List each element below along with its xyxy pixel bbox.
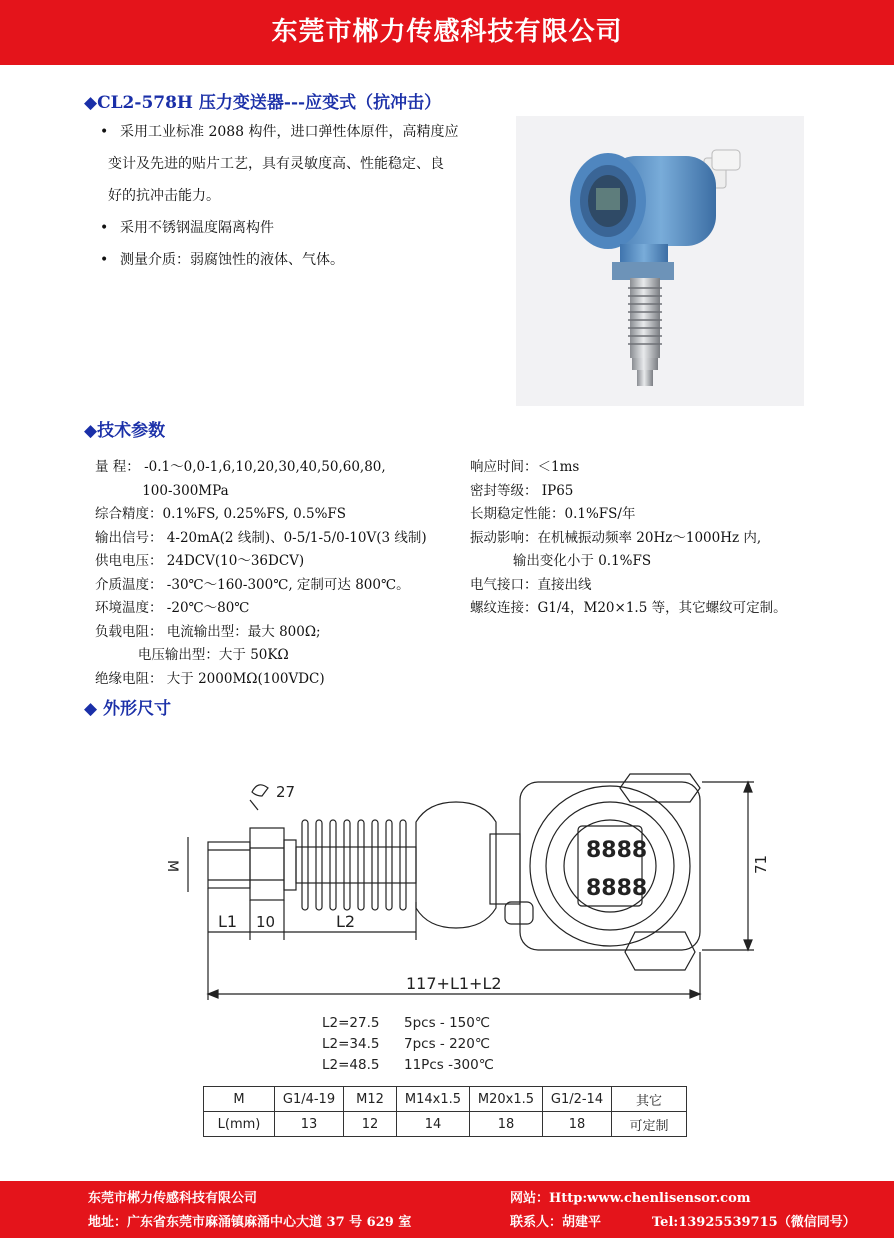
spec-load-cont: 电压输出型：大于 50KΩ [95,647,289,663]
feature-text: 变计及先进的贴片工艺，具有灵敏度高、性能稳定、良 [108,156,444,172]
spec-medium-temp: 介质温度： -30℃～160-300℃, 定制可达 800℃。 [95,576,410,593]
l2-notes [322,1013,494,1076]
bullet-dot: • [100,252,109,268]
footer-tel: Tel:13925539715（微信同号） [652,1215,856,1230]
footer-address: 地址：广东省东莞市麻涌镇麻涌中心大道 37 号 629 室 [88,1215,412,1230]
spec-load: 负载电阻： 电流输出型：最大 800Ω; [95,623,321,640]
l2-desc: 7pcs - 220℃ [404,1036,490,1052]
l2-desc: 5pcs - 150℃ [404,1015,490,1031]
feature-text: 采用工业标准 2088 构件，进口弹性体原件，高精度应 [120,124,459,140]
spec-sealing: 密封等级： IP65 [470,482,574,499]
specs-right [470,456,787,621]
contact-footer [0,1181,894,1238]
table-cell: 可定制 [612,1112,687,1137]
l2-desc: 11Pcs -300℃ [404,1057,494,1073]
spec-accuracy: 综合精度：0.1%FS, 0.25%FS, 0.5%FS [95,506,347,522]
table-cell: 18 [543,1112,612,1137]
footer-company: 东莞市郴力传感科技有限公司 [88,1191,258,1206]
lcd-readout: 8888 [586,876,648,901]
table-cell: 其它 [612,1087,687,1112]
spec-supply: 供电电压： 24DCV(10～36DCV) [95,553,305,569]
product-photo [516,116,804,406]
l2-note [322,1055,494,1076]
spec-thread: 螺纹连接：G1/4，M20×1.5 等，其它螺纹可定制。 [470,600,787,616]
l2-note [322,1013,494,1034]
spec-vibration-cont: 输出变化小于 0.1%FS [470,553,652,569]
spec-ambient-temp: 环境温度： -20℃～80℃ [95,600,250,616]
feature-item [96,116,496,148]
spec-vibration: 振动影响：在机械振动频率 20Hz～1000Hz 内, [470,529,762,546]
company-header: 东莞市郴力传感科技有限公司 [0,0,894,65]
table-row [204,1112,687,1137]
l1-label: L1 [218,912,238,931]
l2-value: L2=48.5 [322,1057,380,1073]
ten-label: 10 [256,913,276,931]
feature-item [96,212,496,244]
dimensions-title: ◆ 外形尺寸 [84,699,171,719]
l2-value: L2=27.5 [322,1015,380,1031]
table-cell: M12 [344,1087,397,1112]
feature-item [96,244,496,276]
footer-contact: 联系人：胡建平 [510,1215,602,1230]
bullet-dot: • [100,220,109,236]
thread-m-label: M [164,860,180,873]
height-71-label: 71 [752,854,770,874]
table-cell: 13 [275,1112,344,1137]
tech-params-title: ◆技术参数 [84,421,166,441]
thread-table [203,1086,687,1137]
spec-range: 量 程： -0.1～0,0-1,6,10,20,30,40,50,60,80, [95,459,386,475]
dimension-drawing [150,752,790,1011]
total-length-label: 117+L1+L2 [406,974,502,993]
table-cell: G1/4-19 [275,1087,344,1112]
table-row [204,1087,687,1112]
table-cell: 14 [397,1112,470,1137]
lcd-readout: 8888 [586,838,648,863]
spec-stability: 长期稳定性能：0.1%FS/年 [470,506,636,522]
table-cell: G1/2-14 [543,1087,612,1112]
l2-label: L2 [336,912,356,931]
wrench-size-label: 27 [276,783,296,801]
spec-output: 输出信号： 4-20mA(2 线制)、0-5/1-5/0-10V(3 线制) [95,529,427,546]
feature-list [96,116,496,276]
footer-website[interactable]: 网站：Http:www.chenlisensor.com [510,1191,751,1206]
spec-range-cont: 100-300MPa [95,482,229,499]
product-title: ◆CL2-578H 压力变送器---应变式（抗冲击） [84,93,442,113]
table-cell: M [204,1087,275,1112]
transmitter-image [516,116,804,406]
table-cell: M20x1.5 [470,1087,543,1112]
l2-note [322,1034,494,1055]
specs-left [95,456,427,691]
table-cell: 12 [344,1112,397,1137]
spec-insulation: 绝缘电阻： 大于 2000MΩ(100VDC) [95,670,325,687]
bullet-dot: • [100,124,109,140]
spec-electrical: 电气接口：直接出线 [470,576,592,593]
spec-response: 响应时间：＜1ms [470,459,580,475]
feature-text: 采用不锈钢温度隔离构件 [120,220,274,236]
table-cell: M14x1.5 [397,1087,470,1112]
table-cell: 18 [470,1112,543,1137]
feature-text: 好的抗冲击能力。 [108,188,220,204]
table-cell: L(mm) [204,1112,275,1137]
feature-text: 测量介质：弱腐蚀性的液体、气体。 [120,252,344,268]
l2-value: L2=34.5 [322,1036,380,1052]
